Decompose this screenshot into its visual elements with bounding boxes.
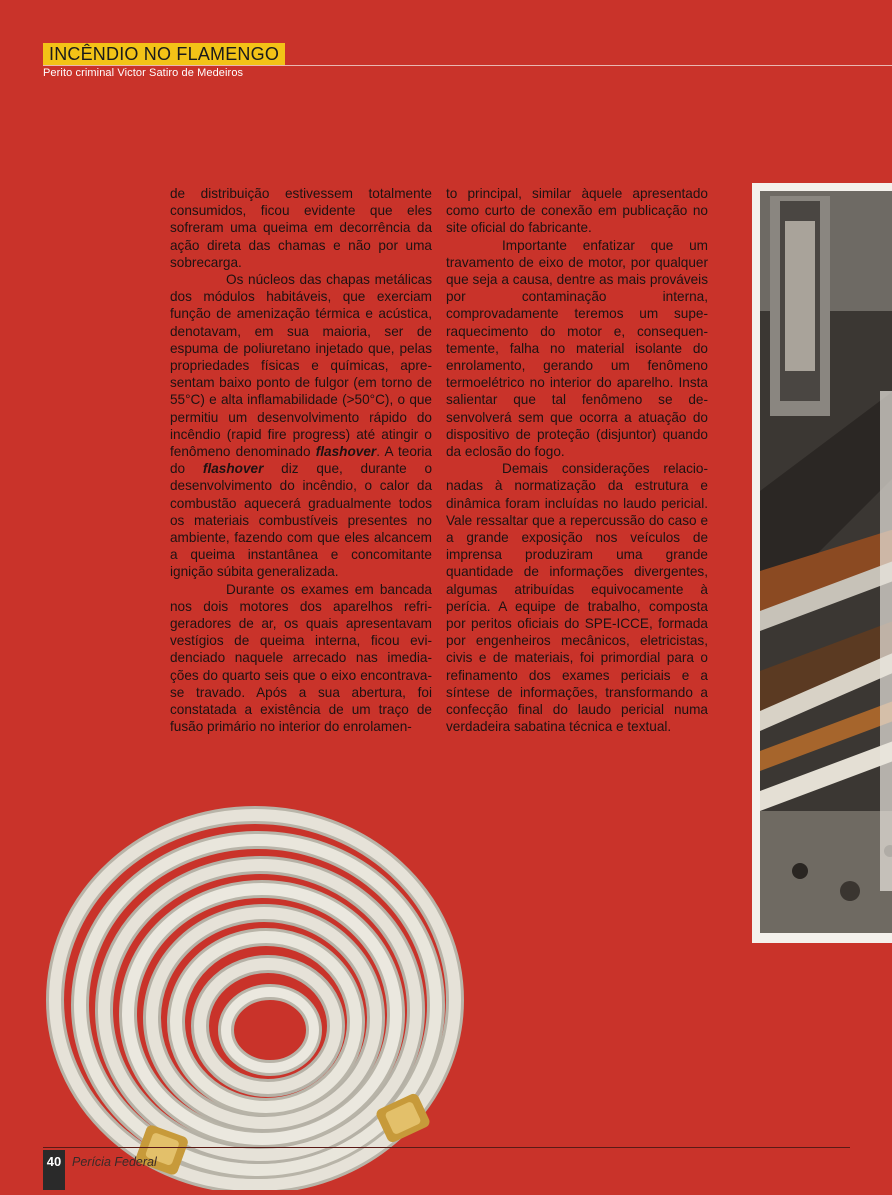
header-divider — [43, 65, 892, 66]
emphasis-term: flashover — [202, 461, 264, 477]
paragraph-text: Os núcleos das chapas metálicas dos módulos habitáveis, que exerciam função de amenização térmica e acústica, denotavam, em sua maioria, ser de espuma de poliuretano injetado que, pelas propriedades físicas e químicas, apresentam baixo ponto de fulgor (em torno de 55°C) e alta inflamabilidade (>50°C), o que permitiu um desenvolvimento rápido do incêndio (rapid fire progress) até atingir o fenômeno denominado — [170, 272, 432, 460]
paragraph: Demais considerações relacionadas à normatização da estrutura e dinâmica foram incluídas no laudo pericial. Vale ressaltar que a repercussão do caso e a grande exposição nos veículos de imprensa produziram uma grande quantidade de informações divergentes, algumas atribuídas equivocamente à perícia. A equipe de trabalho, composta por peritos oficiais do SPE-ICCE, formada por engenheiros mecânicos, eletricistas, civis e de materiais, foi primordial para o refinamento dos exames periciais e a síntese de informações, transformando a confecção final do laudo pericial numa verdadeira sabatina técnica e textual. — [446, 461, 708, 735]
paragraph-text: . A teoria do — [170, 444, 432, 477]
paragraph: Importante enfatizar que um travamento de eixo de motor, por qualquer que seja a causa, dentre as mais prováveis por contaminação interna, comprovadamente teremos um superaquecimento do motor e, consequentemente, falha no material isolante do enrolamento, gerando um fenômeno termoelétrico no interior do aparelho. Insta salientar que tal fenômeno se desenvolverá sem que ocorra a atuação do dispositivo de proteção (disjuntor) quando da eclosão do fogo. — [446, 237, 708, 460]
body-column-left — [170, 185, 432, 736]
body-column-right — [446, 185, 708, 736]
footer-divider — [43, 1147, 850, 1148]
paragraph: to principal, similar àquele apresentado como curto de conexão em publicação no site oficial do fabricante. — [446, 186, 708, 236]
paragraph — [170, 271, 432, 581]
author-byline: Perito criminal Victor Satiro de Medeiros — [43, 67, 244, 79]
fire-debris-photo — [752, 183, 892, 943]
fire-hose-image — [40, 800, 510, 1190]
emphasis-term: flashover — [315, 444, 377, 460]
page-number: 40 — [43, 1150, 65, 1190]
paragraph: Durante os exames em bancada nos dois motores dos aparelhos refrigeradores de ar, os quais apresentavam vestígios de queima interna, ficou evidenciado naquele arrecado nas imediações do quarto seis que o eixo encontrava-se travado. Após a sua abertura, foi constatada a existência de um traço de fusão primário no interior do enrolamen- — [170, 581, 432, 735]
fire-debris-image — [760, 191, 892, 933]
section-title: INCÊNDIO NO FLAMENGO — [43, 43, 285, 65]
magazine-name: Perícia Federal — [72, 1155, 157, 1169]
paragraph-text: diz que, durante o desenvolvimento do incêndio, o calor da combustão aquecerá gradualmente todos os materiais combustíveis presentes no ambiente, fazendo com que eles alcancem a queima instantânea e concomitante ignição súbita generalizada. — [170, 461, 433, 580]
paragraph: de distribuição estivessem totalmente consumidos, ficou evidente que eles sofreram uma queima em decorrência da ação direta das chamas e não por uma sobrecarga. — [170, 186, 432, 270]
